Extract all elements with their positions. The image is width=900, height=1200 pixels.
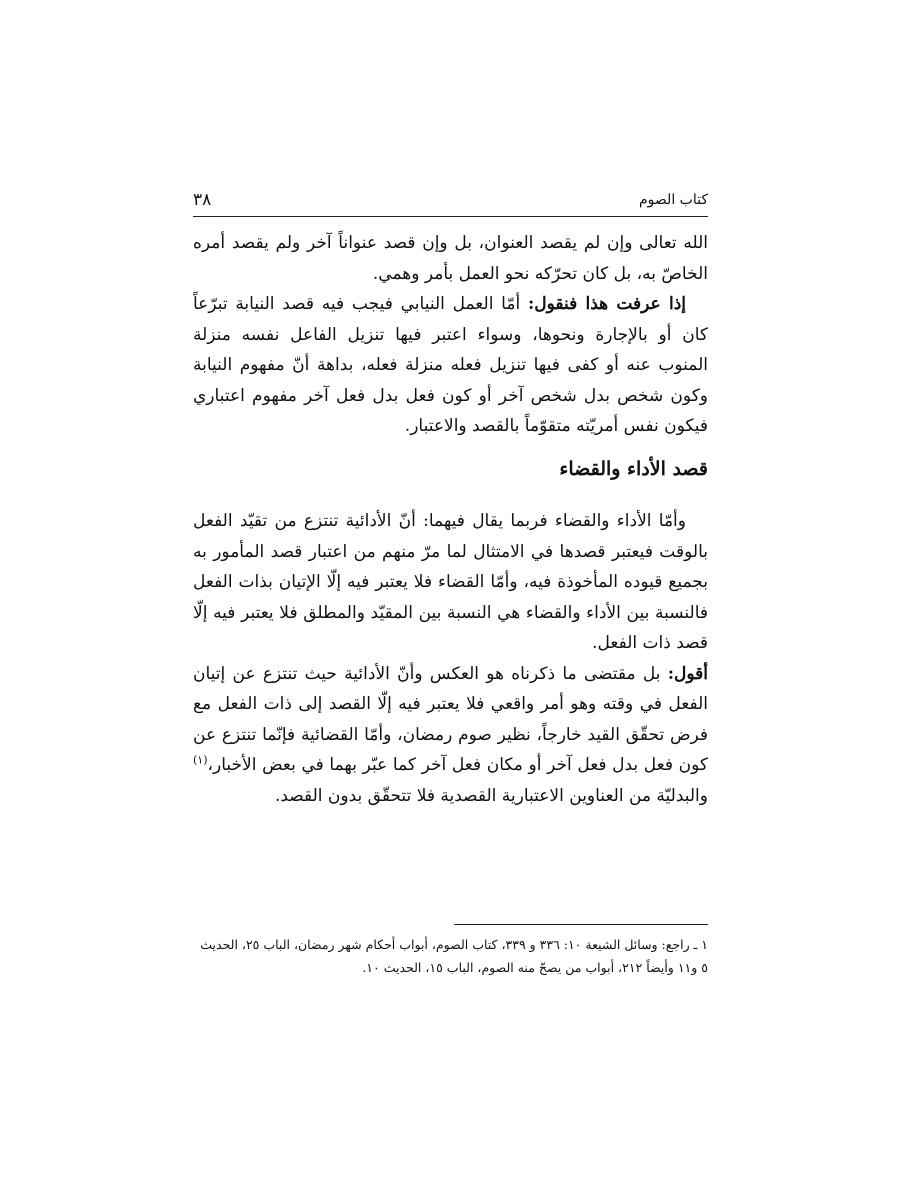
section-heading: قصد الأداء والقضاء [559,457,708,480]
page-number: ٣٨ [193,190,212,210]
paragraph-2-text: أمّا العمل النيابي فيجب فيه قصد النيابة تبرّعاً كان أو بالإجارة ونحوها، وسواء اعتبر فيها تنزيل الفاعل نفسه منزلة المنوب عنه أو كفى فيها تنزيل فعله منزلة فعله، بداهة أنّ مفهوم النيابة وكون شخص بدل شخص آخر أو كون فعل بدل فعل آخر مفهوم اعتباري فيكون نفس أمريّته متقوّماً بالقصد والاعتبار. [193,294,708,436]
paragraph-3: وأمّا الأداء والقضاء فربما يقال فيهما: أنّ الأدائية تنتزع من تقيّد الفعل بالوقت فيعتبر قصدها في الامتثال لما مرّ منهم من اعتبار قصد المأمور به بجميع قيوده المأخوذة فيه، وأمّا القضاء فلا يعتبر فيه إلّا الإتيان بذات الفعل فالنسبة بين الأداء والقضاء هي النسبة بين المقيّد والمطلق فلا يعتبر فيه إلّا قصد ذات الفعل. [193,511,708,653]
paragraph-4-text-a: بل مقتضى ما ذكرناه هو العكس وأنّ الأدائية حيث تنتزع عن إتيان الفعل في وقته وهو أمر واقعي فلا يعتبر فيه إلّا القصد إلى ذات الفعل مع فرض تحقّق القيد خارجاً، نظير صوم رمضان، وأمّا القضائية فإنّما تنتزع عن كون فعل بدل فعل آخر أو مكان فعل آخر كما عبّر بهما في بعض الأخبار، [193,663,708,775]
footnote-1: ١ ـ راجع: وسائل الشيعة ١٠: ٣٣٦ و ٣٣٩، كتاب الصوم، أبواب أحكام شهر رمضان، الباب ٢٥، الحديث ٥ و١١ وأيضاً ٢١٢، أبواب من يصحّ منه الصوم، الباب ١٥، الحديث ١٠. [200,937,708,975]
book-title: كتاب الصوم [639,192,708,208]
header-divider [193,216,708,217]
footnotes [193,933,708,979]
body-text [193,228,708,811]
paragraph-2-lead: إذا عرفت هذا فنقول: [527,294,686,314]
footnote-reference[interactable]: (١) [193,753,208,767]
paragraph-4-text-b: والبدليّة من العناوين الاعتبارية القصدية فلا تتحقّق بدون القصد. [274,785,708,806]
running-header [193,192,708,214]
paragraph-4-lead: أقول: [667,663,708,684]
paragraph-2 [193,289,708,442]
footnote-divider [454,924,708,925]
paragraph-4 [193,659,708,812]
paragraph-1: الله تعالى وإن لم يقصد العنوان، بل وإن قصد عنواناً آخر ولم يقصد أمره الخاصّ به، بل كان تحرّكه نحو العمل بأمر وهمي. [193,233,708,284]
